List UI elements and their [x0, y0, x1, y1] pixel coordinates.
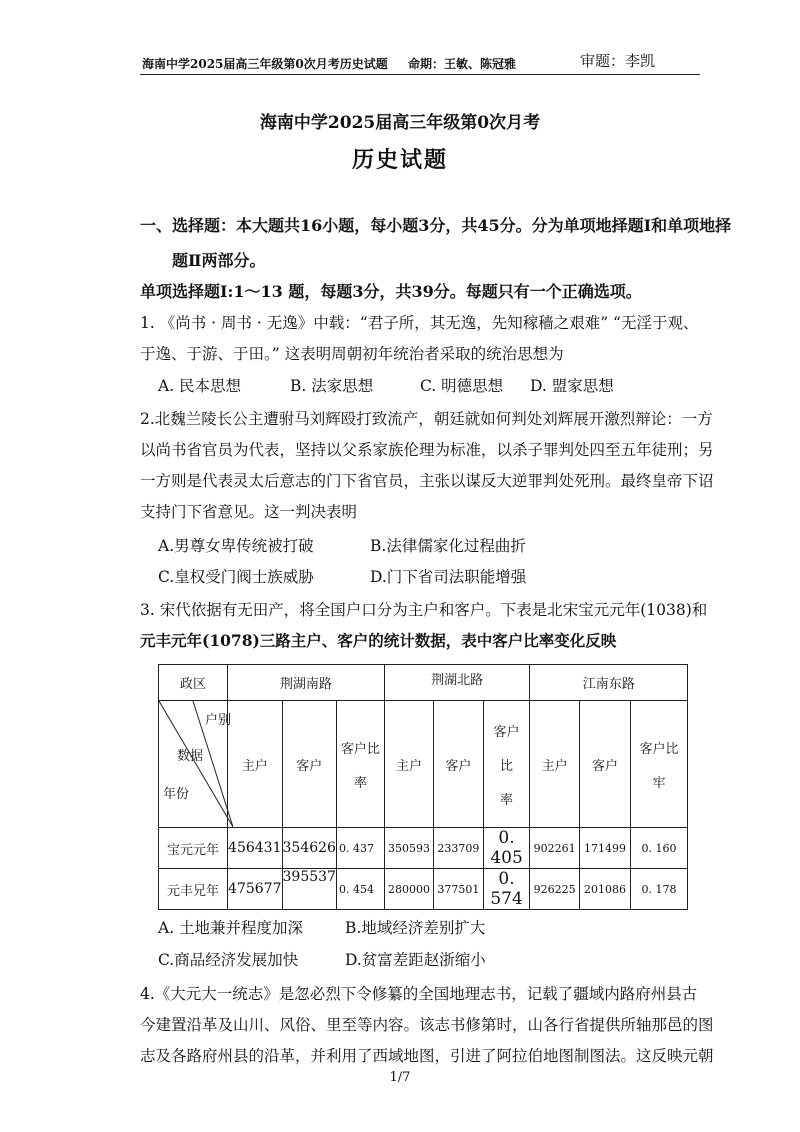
table-row — [159, 869, 688, 910]
page-number: 1/7 — [389, 1070, 411, 1085]
q2-line4: 支持门下省意见。这一判决表明 — [140, 503, 358, 521]
col-r2-main: 主户 — [384, 701, 433, 828]
household-stats-table — [158, 664, 688, 910]
q2-line3: 一方则是代表灵太后意志的门下省官员，主张以谋反大逆罪判处死刑。最终皇帝下诏 — [140, 472, 714, 490]
col-r2-guest: 客户 — [434, 701, 483, 828]
section1-heading-line2: 题Ⅱ两部分。 — [172, 251, 266, 270]
q2-option-b: B.法律儒家化过程曲折 — [370, 537, 526, 555]
header-reviewer: 审题：李凯 — [580, 52, 656, 70]
cell: 354626 — [282, 828, 336, 869]
cell: 902261 — [530, 828, 579, 869]
row-year: 元丰兄年 — [159, 869, 228, 910]
cell: 0. 160 — [631, 828, 688, 869]
q3-option-d: D.贫富差距赵浙缩小 — [345, 951, 486, 969]
q2-option-a: A.男尊女卑传统被打破 — [158, 537, 314, 555]
col-r3-ratio: 客户比 牢 — [631, 701, 688, 828]
col-r2-ratio: 客户 比 率 — [483, 701, 530, 828]
diag-label-year: 年份 — [163, 787, 190, 802]
cell: 0. 405 — [483, 828, 530, 869]
q4-line2: 今建置沿革及山川、风俗、里至等内容。该志书修第时，山各行省提供所轴那邑的图 — [140, 1016, 714, 1034]
header-exam-title: 海南中学2025届高三年级第0次月考历史试题 — [142, 57, 388, 71]
region-jiangnan-east: 江南东路 — [530, 665, 688, 701]
cell: 350593 — [384, 828, 433, 869]
col-r3-main: 主户 — [530, 701, 579, 828]
q2-line2: 以尚书省官员为代表，坚持以父系家族伦理为标准，以杀子罪判处四至五年徒刑；另 — [140, 441, 714, 459]
col-r1-ratio: 客户比 率 — [336, 701, 384, 828]
cell: 280000 — [384, 869, 433, 910]
q3-option-a: A. 土地兼并程度加深 — [158, 919, 304, 937]
cell: 171499 — [579, 828, 630, 869]
q4-line1: 4.《大元大一统志》是忽必烈下令修纂的全国地理志书，记载了疆域内路府州县古 — [140, 985, 698, 1003]
q2-option-c: C.皇权受门阀士族威胁 — [158, 568, 314, 586]
q1-option-a: A. 民本思想 — [158, 377, 242, 395]
diagonal-header-cell — [159, 701, 232, 828]
col-r1-main: 主户 — [228, 701, 282, 828]
diag-label-data: 数据 — [177, 749, 204, 764]
cell: 0. 574 — [483, 869, 530, 910]
page-header — [140, 52, 700, 75]
cell: 0. 437 — [336, 828, 384, 869]
q1-line1: 1. 《尚书 · 周书 · 无逸》中载：“君子所，其无逸，先知稼穑之艰难” “无淫于观、 — [140, 314, 699, 332]
q3-line1: 3. 宋代依据有无田产，将全国户口分为主户和客户。下表是北宋宝元元年(1038)和 — [140, 601, 708, 619]
cell: 377501 — [434, 869, 483, 910]
region-jinghu-north: 荆湖北路 — [384, 665, 530, 701]
q2-line1: 2.北魏兰陵长公主遭驸马刘辉殴打致流产，朝廷就如何判处刘辉展开激烈辩论：一方 — [140, 410, 713, 428]
diag-label-household-type: 户别 — [205, 713, 232, 728]
page-subtitle: 历史试题 — [351, 147, 448, 173]
q3-option-c: C.商品经济发展加快 — [158, 951, 299, 969]
cell: 201086 — [579, 869, 630, 910]
q1-line2: 于逸、于游、于田。” 这表明周朝初年统治者采取的统治思想为 — [140, 345, 564, 363]
table-row — [159, 828, 688, 869]
q2-option-d: D.门下省司法职能增强 — [370, 568, 527, 586]
q4-line3: 志及各路府州县的沿革，并利用了西域地图，引进了阿拉伯地图制图法。这反映元朝 — [140, 1047, 714, 1065]
q1-option-b: B. 法家思想 — [290, 377, 374, 395]
part1-instruction: 单项选择题Ⅰ:1～13 题，每题3分，共39分。每题只有一个正确选项。 — [140, 282, 642, 301]
col-r3-guest: 客户 — [579, 701, 630, 828]
table-header-row — [159, 665, 688, 701]
cell: 395537 — [282, 869, 336, 910]
cell: 475677 — [228, 869, 282, 910]
region-jinghu-south: 荆湖南路 — [228, 665, 385, 701]
cell: 0. 454 — [336, 869, 384, 910]
q3-option-b: B.地域经济差别扩大 — [345, 919, 486, 937]
cell: 233709 — [434, 828, 483, 869]
page-title: 海南中学2025届高三年级第0次月考 — [259, 113, 541, 133]
cell: 456431 — [228, 828, 282, 869]
section1-heading-line1: 一、选择题：本大题共16小题，每小题3分，共45分。分为单项地择题I和单项地择 — [140, 216, 732, 235]
table-subheader-row — [159, 701, 688, 828]
q1-option-d: D. 盟家思想 — [530, 377, 614, 395]
cell: 926225 — [530, 869, 579, 910]
corner-label: 政区 — [159, 665, 228, 701]
cell: 0. 178 — [631, 869, 688, 910]
header-author: 命期：王敏、陈冠雅 — [408, 57, 517, 71]
q3-line2: 元丰元年(1078)三路主户、客户的统计数据，表中客户比率变化反映 — [140, 631, 617, 650]
row-year: 宝元元年 — [159, 828, 228, 869]
q1-option-c: C. 明德思想 — [420, 377, 504, 395]
col-r1-guest: 客户 — [282, 701, 336, 828]
